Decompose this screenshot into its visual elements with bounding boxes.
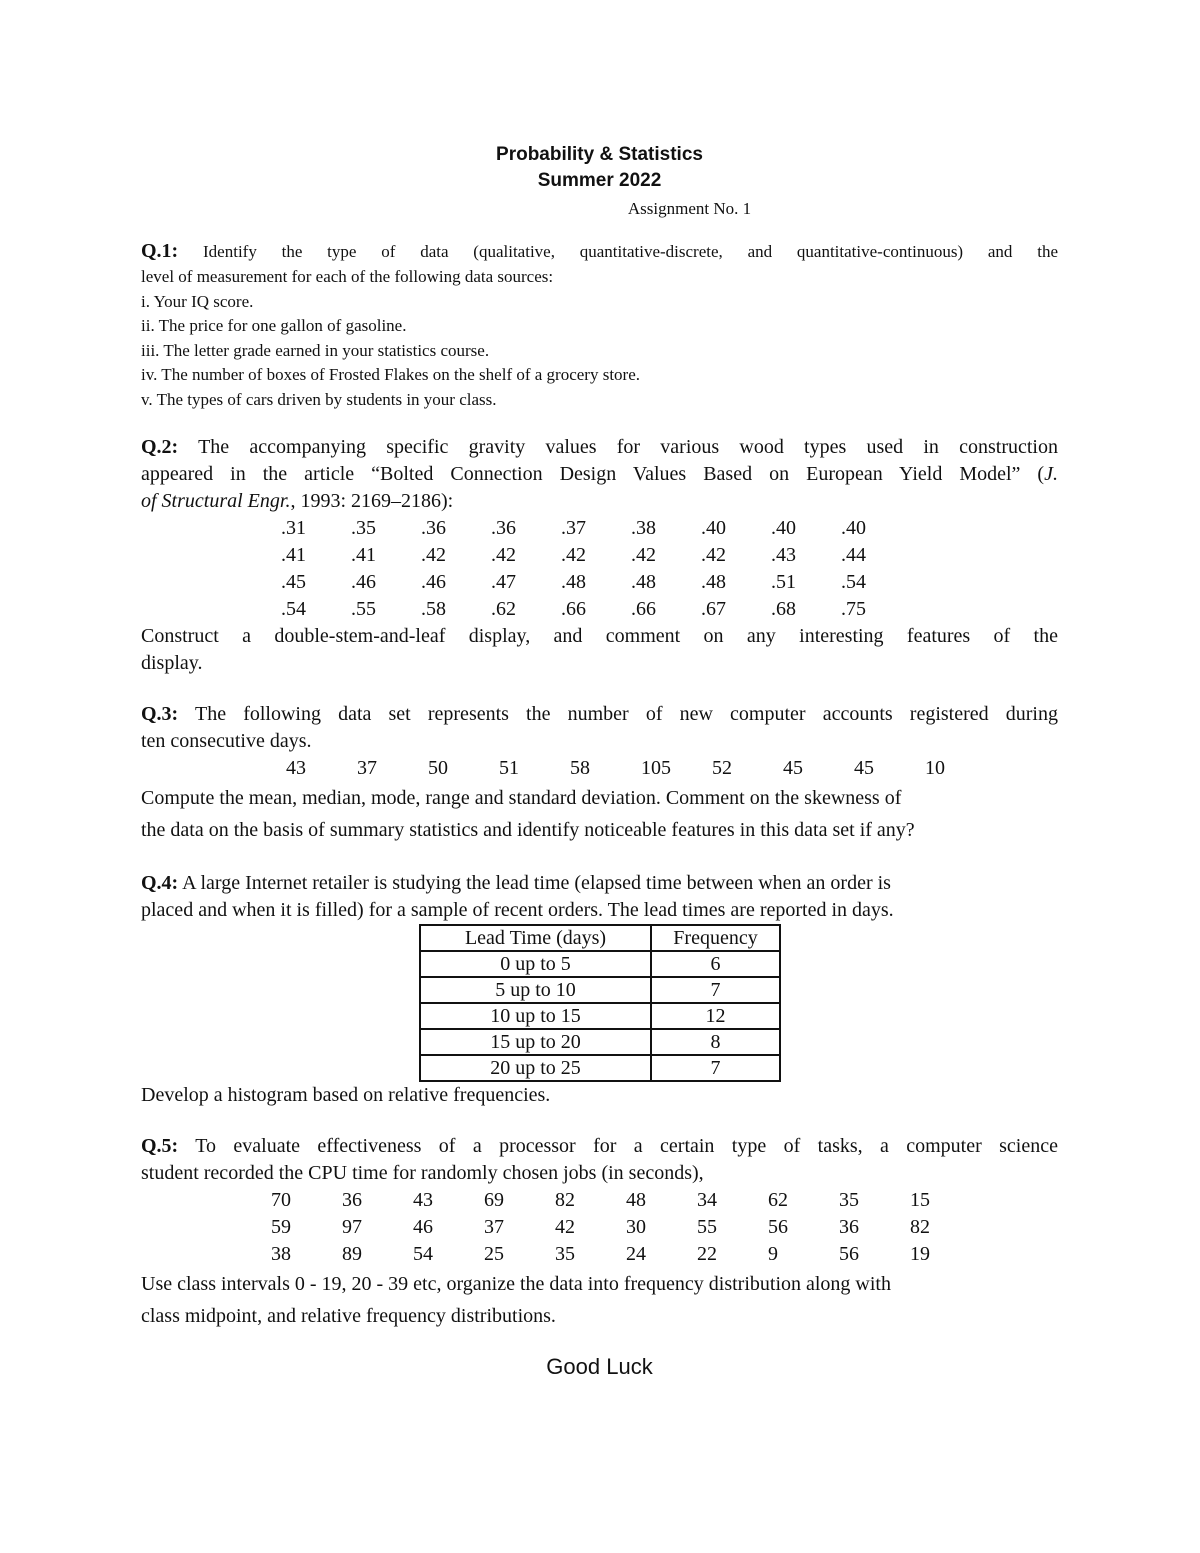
q1-item: ii. The price for one gallon of gasoline. xyxy=(141,316,407,335)
data-value: 51 xyxy=(499,757,519,779)
q5-instruction-1: Use class intervals 0 - 19, 20 - 39 etc, organize the data into frequency distribution along with xyxy=(141,1273,891,1295)
term-title: Summer 2022 xyxy=(537,170,662,191)
data-row xyxy=(141,596,1058,623)
q2-journal-a: J. xyxy=(1044,463,1058,485)
q2-instruction-1: Construct a double-stem-and-leaf display, and comment on any interesting features of the xyxy=(141,625,1058,647)
assignment-number: Assignment No. 1 xyxy=(627,199,752,218)
q1-label: Q.1: xyxy=(141,240,179,262)
data-value: 54 xyxy=(413,1243,433,1265)
q4-instruction: Develop a histogram based on relative frequencies. xyxy=(141,1084,551,1106)
data-value: 48 xyxy=(626,1189,646,1211)
data-value: .43 xyxy=(771,544,796,566)
q4-label: Q.4: xyxy=(141,872,179,894)
table-row xyxy=(420,1003,780,1029)
data-value: .67 xyxy=(701,598,726,620)
data-value: .46 xyxy=(351,571,376,593)
q3-instruction-2: the data on the basis of summary statistics and identify noticeable features in this data set if any? xyxy=(141,819,915,841)
data-value: 25 xyxy=(484,1243,504,1265)
question-3 xyxy=(141,701,1058,846)
data-value: 9 xyxy=(768,1243,778,1265)
q5-instruction-2: class midpoint, and relative frequency distributions. xyxy=(141,1305,556,1327)
data-value: .36 xyxy=(491,517,516,539)
table-cell: 20 up to 25 xyxy=(420,1055,651,1081)
data-value: 36 xyxy=(342,1189,362,1211)
data-value: 42 xyxy=(555,1216,575,1238)
data-row xyxy=(141,1214,1058,1241)
data-value: 37 xyxy=(484,1216,504,1238)
data-row xyxy=(141,1241,1058,1268)
data-value: .45 xyxy=(281,571,306,593)
data-value: .42 xyxy=(491,544,516,566)
data-value: 97 xyxy=(342,1216,362,1238)
data-value: .42 xyxy=(631,544,656,566)
data-value: 36 xyxy=(839,1216,859,1238)
data-value: 56 xyxy=(839,1243,859,1265)
data-value: .42 xyxy=(561,544,586,566)
q2-citation: , 1993: 2169–2186): xyxy=(290,490,454,512)
table-row xyxy=(420,1055,780,1081)
q3-line-1 xyxy=(141,701,1058,728)
data-value: .42 xyxy=(701,544,726,566)
data-value: .75 xyxy=(841,598,866,620)
q4-line-1 xyxy=(141,870,1058,897)
data-value: 82 xyxy=(555,1189,575,1211)
table-row xyxy=(420,977,780,1003)
data-value: .66 xyxy=(631,598,656,620)
data-value: .40 xyxy=(701,517,726,539)
data-value: 30 xyxy=(626,1216,646,1238)
q1-item: iii. The letter grade earned in your statistics course. xyxy=(141,340,490,360)
data-value: 105 xyxy=(641,757,671,779)
data-value: .48 xyxy=(561,571,586,593)
q4-text-2: placed and when it is filled) for a sample of recent orders. The lead times are reported in days. xyxy=(141,899,894,921)
data-value: .47 xyxy=(491,571,516,593)
data-value: 45 xyxy=(854,757,874,779)
q2-line-2 xyxy=(141,461,1058,488)
data-value: 62 xyxy=(768,1189,788,1211)
q1-item: i. Your IQ score. xyxy=(141,291,254,311)
data-value: .36 xyxy=(421,517,446,539)
table-row xyxy=(420,1029,780,1055)
data-value: .54 xyxy=(841,571,866,593)
data-value: 22 xyxy=(697,1243,717,1265)
data-value: 24 xyxy=(626,1243,646,1265)
table-cell: 5 up to 10 xyxy=(420,977,651,1003)
data-value: .40 xyxy=(841,517,866,539)
question-1 xyxy=(141,238,1058,412)
data-value: .46 xyxy=(421,571,446,593)
data-value: .66 xyxy=(561,598,586,620)
data-value: 10 xyxy=(925,757,945,779)
table-cell: 15 up to 20 xyxy=(420,1029,651,1055)
data-value: 19 xyxy=(910,1243,930,1265)
table-cell: 6 xyxy=(651,951,780,977)
data-value: 69 xyxy=(484,1189,504,1211)
q5-label: Q.5: xyxy=(141,1135,179,1157)
data-value: .58 xyxy=(421,598,446,620)
data-value: .44 xyxy=(841,544,866,566)
q2-label: Q.2: xyxy=(141,436,179,458)
data-value: .54 xyxy=(281,598,306,620)
table-cell: 7 xyxy=(651,977,780,1003)
q2-text-1: The accompanying specific gravity values for various wood types used in construction xyxy=(178,436,1058,458)
data-value: 52 xyxy=(712,757,732,779)
question-5 xyxy=(141,1133,1058,1332)
data-value: 15 xyxy=(910,1189,930,1211)
q1-text-1: Identify the type of data (qualitative, quantitative-discrete, and quantitative-continuous) and the xyxy=(178,242,1058,261)
data-row xyxy=(141,1187,1058,1214)
data-value: .68 xyxy=(771,598,796,620)
table-header-row xyxy=(420,925,780,951)
data-value: 35 xyxy=(555,1243,575,1265)
q1-line-1 xyxy=(141,238,1058,265)
q1-text-2: level of measurement for each of the following data sources: xyxy=(141,267,554,286)
data-value: 35 xyxy=(839,1189,859,1211)
data-value: .41 xyxy=(351,544,376,566)
q1-item: iv. The number of boxes of Frosted Flakes on the shelf of a grocery store. xyxy=(141,365,641,384)
question-4 xyxy=(141,870,1058,1109)
table-header: Lead Time (days) xyxy=(420,925,651,951)
q2-instruction-2: display. xyxy=(141,652,203,674)
data-row xyxy=(141,542,1058,569)
data-row xyxy=(141,755,1058,782)
q5-text-2: student recorded the CPU time for randomly chosen jobs (in seconds), xyxy=(141,1162,704,1184)
q5-text-1: To evaluate effectiveness of a processor for a certain type of tasks, a computer science xyxy=(178,1135,1058,1157)
table-row xyxy=(420,951,780,977)
data-value: .62 xyxy=(491,598,516,620)
q2-text-2: appeared in the article “Bolted Connection Design Values Based on European Yield Model” ( xyxy=(141,463,1045,485)
data-value: .55 xyxy=(351,598,376,620)
q2-journal-b: of Structural Engr. xyxy=(141,490,291,512)
data-value: .48 xyxy=(631,571,656,593)
q2-line-1 xyxy=(141,434,1058,461)
data-row xyxy=(141,569,1058,596)
q5-line-1 xyxy=(141,1133,1058,1160)
data-value: .41 xyxy=(281,544,306,566)
data-value: 45 xyxy=(783,757,803,779)
table-cell: 0 up to 5 xyxy=(420,951,651,977)
data-value: 34 xyxy=(697,1189,717,1211)
data-value: .37 xyxy=(561,517,586,539)
q3-label: Q.3: xyxy=(141,703,179,725)
question-2 xyxy=(141,434,1058,677)
q3-text-1: The following data set represents the number of new computer accounts registered during xyxy=(178,703,1058,725)
data-value: 50 xyxy=(428,757,448,779)
q3-text-2: ten consecutive days. xyxy=(141,730,312,752)
table-cell: 8 xyxy=(651,1029,780,1055)
assignment-page xyxy=(141,142,1058,1380)
lead-time-table xyxy=(419,924,781,1082)
data-value: 59 xyxy=(271,1216,291,1238)
q1-item: v. The types of cars driven by students in your class. xyxy=(141,389,497,409)
data-value: 58 xyxy=(570,757,590,779)
closing-text: Good Luck xyxy=(546,1354,653,1379)
q3-instruction-1: Compute the mean, median, mode, range and standard deviation. Comment on the skewness of xyxy=(141,787,902,809)
data-value: 43 xyxy=(413,1189,433,1211)
data-row xyxy=(141,515,1058,542)
data-value: .35 xyxy=(351,517,376,539)
data-value: 89 xyxy=(342,1243,362,1265)
data-value: 43 xyxy=(286,757,306,779)
table-cell: 7 xyxy=(651,1055,780,1081)
data-value: 56 xyxy=(768,1216,788,1238)
data-value: .38 xyxy=(631,517,656,539)
data-value: .42 xyxy=(421,544,446,566)
table-header: Frequency xyxy=(651,925,780,951)
data-value: .40 xyxy=(771,517,796,539)
table-cell: 12 xyxy=(651,1003,780,1029)
table-cell: 10 up to 15 xyxy=(420,1003,651,1029)
q4-text-1: A large Internet retailer is studying the lead time (elapsed time between when an order is xyxy=(178,872,891,894)
data-value: .48 xyxy=(701,571,726,593)
data-value: 55 xyxy=(697,1216,717,1238)
data-value: 46 xyxy=(413,1216,433,1238)
data-value: 82 xyxy=(910,1216,930,1238)
data-value: 37 xyxy=(357,757,377,779)
course-title: Probability & Statistics xyxy=(496,144,703,165)
data-value: 70 xyxy=(271,1189,291,1211)
data-value: 38 xyxy=(271,1243,291,1265)
data-value: .31 xyxy=(281,517,306,539)
data-value: .51 xyxy=(771,571,796,593)
q2-line-3 xyxy=(141,488,1058,515)
